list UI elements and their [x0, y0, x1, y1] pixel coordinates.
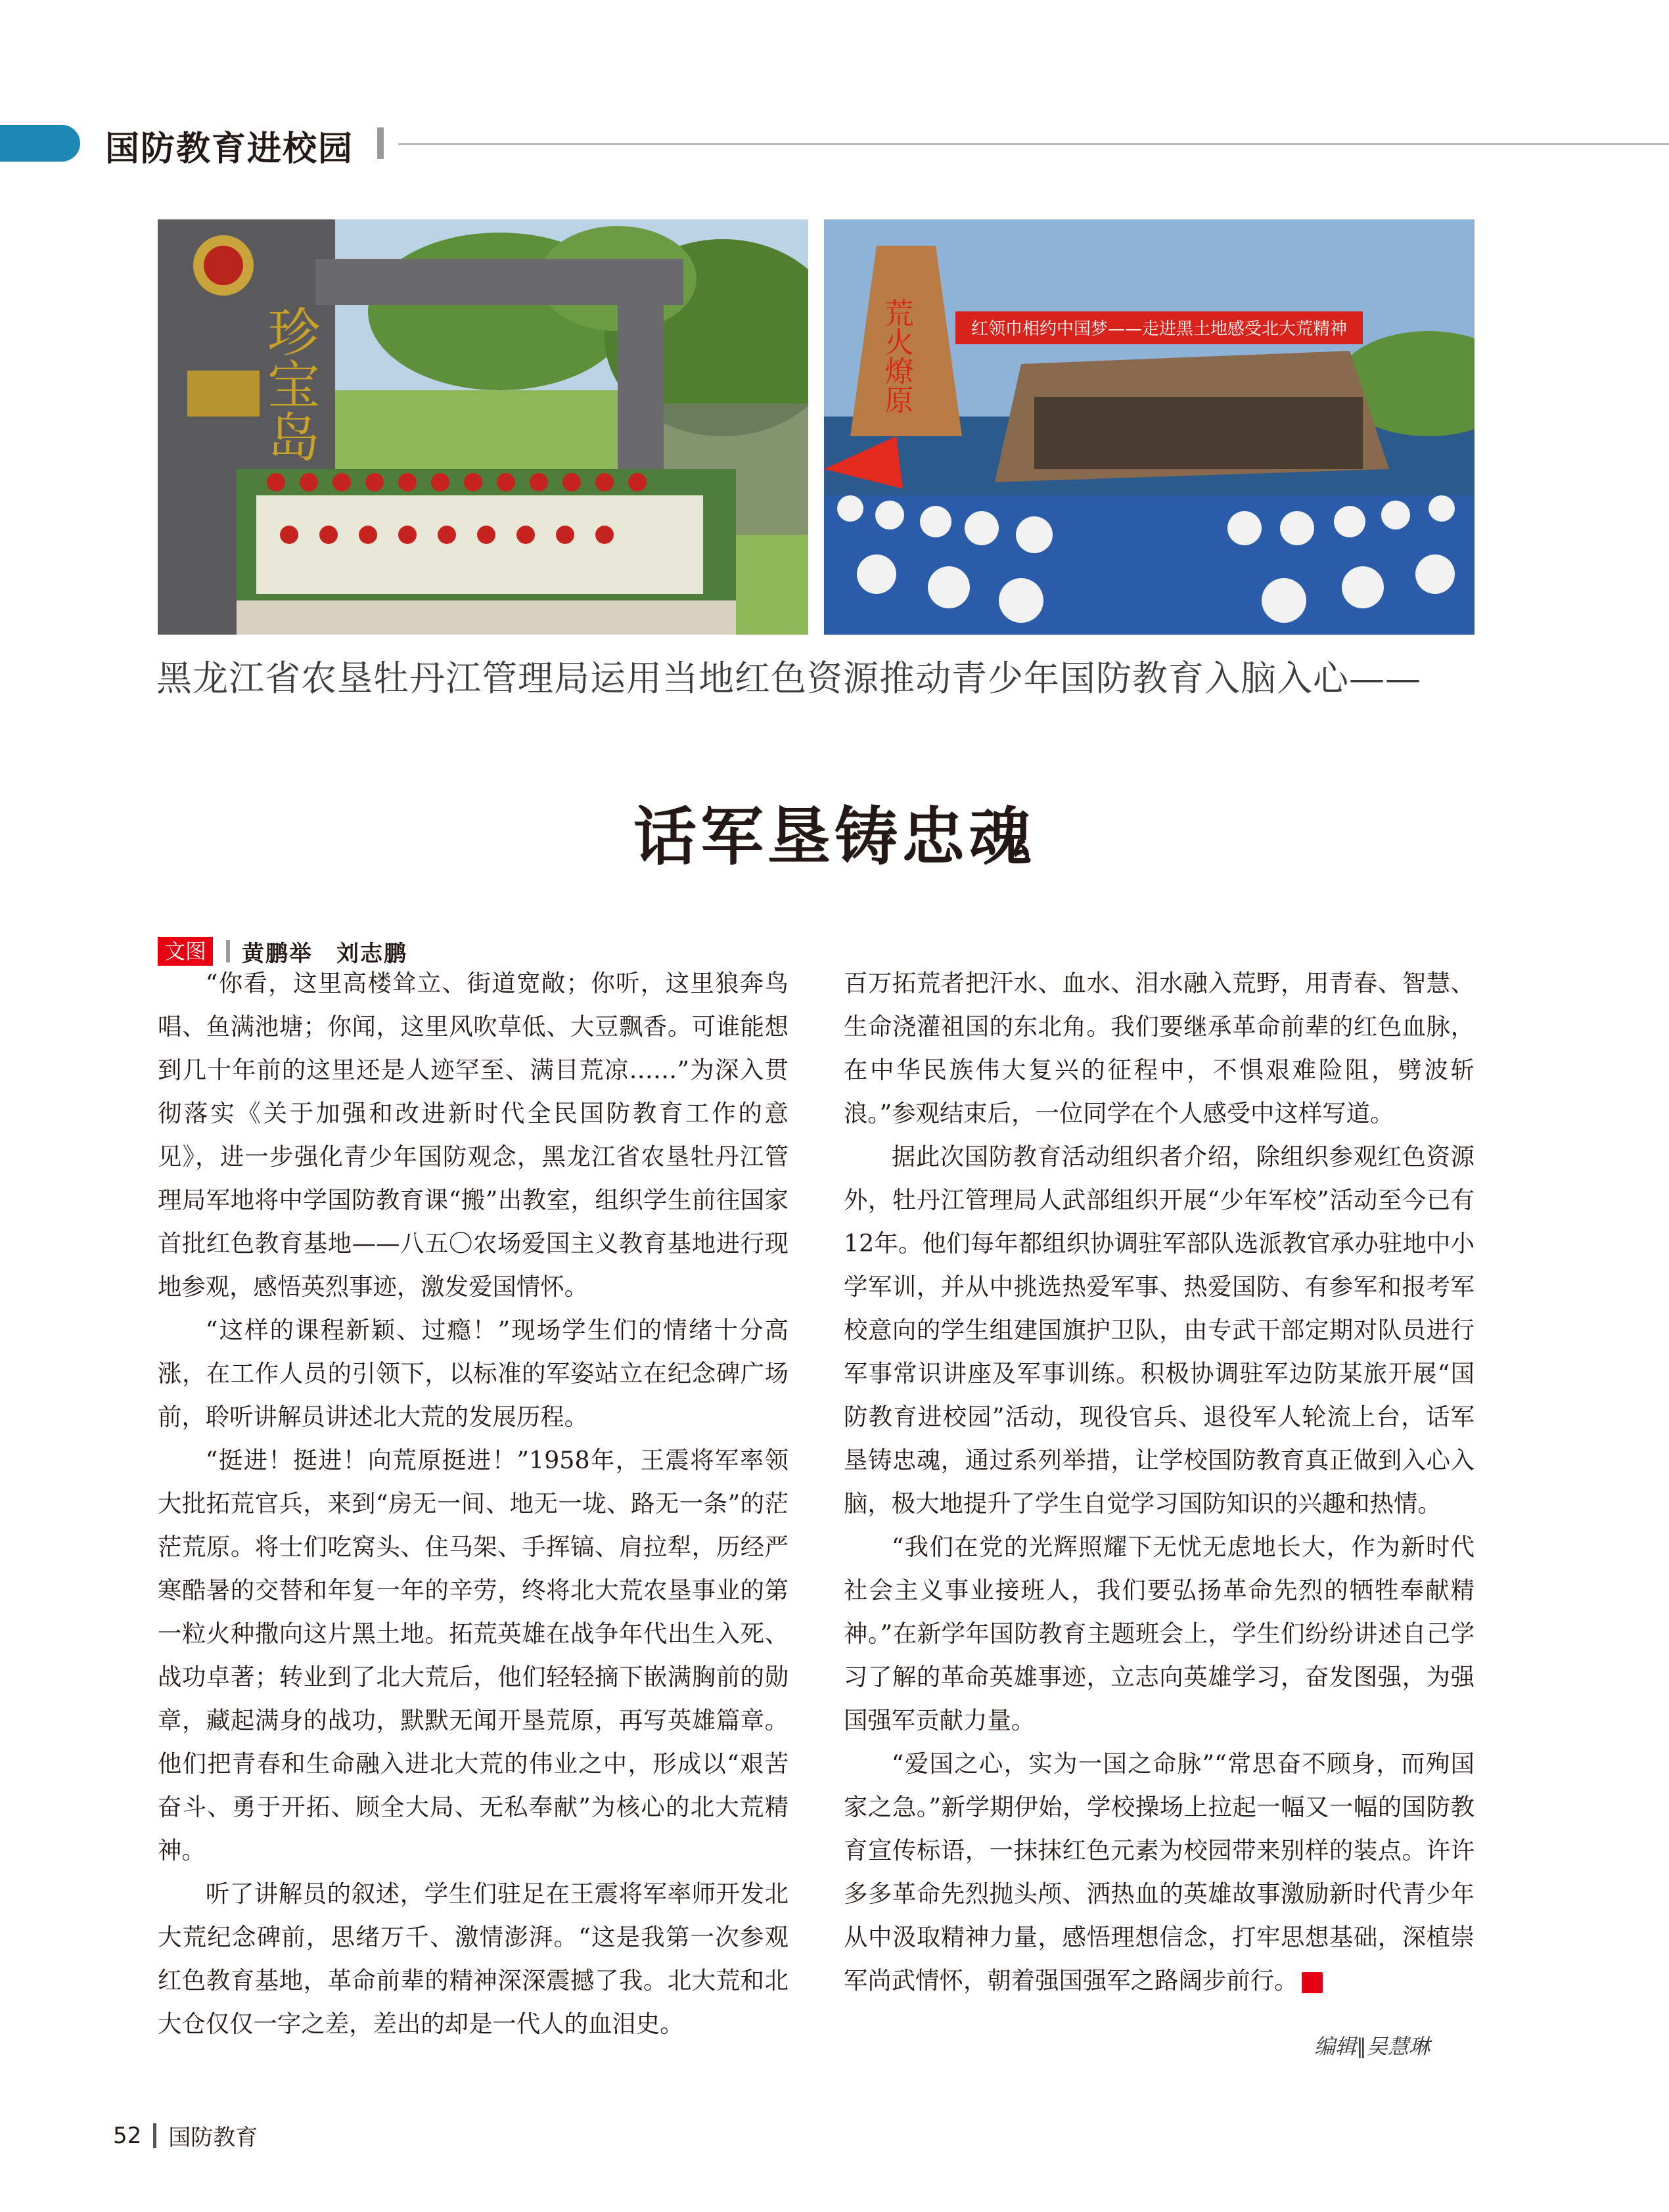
- stone-text: 珍宝岛: [258, 305, 320, 463]
- footer-divider: [153, 2123, 156, 2148]
- article-column-left: [158, 962, 789, 2046]
- section-divider-bar: [377, 127, 384, 159]
- paragraph-continued: 百万拓荒者把汗水、血水、泪水融入荒野，用青春、智慧、生命浇灌祖国的东北角。我们要继承革命前辈的红色血脉，在中华民族伟大复兴的征程中，不惧艰难险阻，劈波斩浪。”参观结束后，一位同学在个人感受中这样写道。: [844, 969, 1475, 1127]
- paragraph: “你看，这里高楼耸立、街道宽敞；你听，这里狼奔鸟唱、鱼满池塘；你闻，这里风吹草低、大豆飘香。可谁能想到几十年前的这里还是人迹罕至、满目荒凉……”为深入贯彻落实《关于加强和改进新时代全民国防教育工作的意见》，进一步强化青少年国防观念，黑龙江省农垦牡丹江管理局军地将中学国防教育课“搬”出教室，组织学生前往国家首批红色教育基地——八五〇农场爱国主义教育基地进行现地参观，感悟英烈事迹，激发爱国情怀。: [158, 969, 789, 1301]
- magazine-name: 国防教育: [168, 2125, 258, 2151]
- article-title: 话军垦铸忠魂: [633, 800, 1036, 874]
- paragraph: 听了讲解员的叙述，学生们驻足在王震将军率师开发北大荒纪念碑前，思绪万千、激情澎湃。“这是我第一次参观红色教育基地，革命前辈的精神深深震撼了我。北大荒和北大仓仅仅一字之差，差出的却是一代人的血泪史。: [158, 1880, 789, 2038]
- section-tab-marker: [0, 125, 80, 162]
- paragraph: “我们在党的光辉照耀下无忧无虑地长大，作为新时代社会主义事业接班人，我们要弘扬革命先烈的牺牲奉献精神。”在新学年国防教育主题班会上，学生们纷纷讲述自己学习了解的革命英雄事迹，立志向英雄学习，奋发图强，为强国强军贡献力量。: [844, 1533, 1475, 1734]
- monument-text: 荒火燎原: [879, 298, 913, 414]
- photo-students-monument: [158, 219, 808, 635]
- banner-text: 红领巾相约中国梦——走进黑土地感受北大荒精神: [971, 319, 1348, 339]
- end-mark-icon: G: [1302, 1972, 1323, 1993]
- article-column-right: [844, 962, 1475, 2002]
- paragraph: 据此次国防教育活动组织者介绍，除组织参观红色资源外，牡丹江管理局人武部组织开展“少年军校”活动至今已有12年。他们每年都组织协调驻军部队选派教官承办驻地中小学军训，并从中挑选热爱军事、热爱国防、有参军和报考军校意向的学生组建国旗护卫队，由专武干部定期对队员进行军事常识讲座及军事训练。积极协调驻军边防某旅开展“国防教育进校园”活动，现役官兵、退役军人轮流上台，话军垦铸忠魂，通过系列举措，让学校国防教育真正做到入心入脑，极大地提升了学生自觉学习国防知识的兴趣和热情。: [844, 1142, 1475, 1518]
- byline-authors: 黄鹏举 刘志鹏: [242, 940, 408, 967]
- paragraph: “挺进！挺进！向荒原挺进！”1958年，王震将军率领大批拓荒官兵，来到“房无一间、地无一垅、路无一条”的茫茫荒原。将士们吃窝头、住马架、手挥镐、肩拉犁，历经严寒酷暑的交替和年复一年的辛劳，终将北大荒农垦事业的第一粒火种撒向这片黑土地。拓荒英雄在战争年代出生入死、战功卓著；转业到了北大荒后，他们轻轻摘下嵌满胸前的勋章，藏起满身的战功，默默无闻开垦荒原，再写英雄篇章。他们把青春和生命融入进北大荒的伟业之中，形成以“艰苦奋斗、勇于开拓、顾全大局、无私奉献”为核心的北大荒精神。: [158, 1446, 789, 1864]
- editor-credit: 编辑∥吴慧琳: [1314, 2034, 1430, 2059]
- byline-tag: 文图: [158, 937, 213, 966]
- paragraph: “这样的课程新颖、过瘾！”现场学生们的情绪十分高涨，在工作人员的引领下，以标准的军姿站立在纪念碑广场前，聆听讲解员讲述北大荒的发展历程。: [158, 1316, 789, 1431]
- page-number: 52: [113, 2122, 142, 2149]
- page-footer: [113, 2119, 258, 2152]
- paragraph-text: “爱国之心，实为一国之命脉”“常思奋不顾身，而殉国家之急。”新学期伊始，学校操场上拉起一幅又一幅的国防教育宣传标语，一抹抹红色元素为校园带来别样的装点。许许多多革命先烈抛头颅、洒热血的英雄故事激励新时代青少年从中汲取精神力量，感悟理想信念，打牢思想基础，深植崇军尚武情怀，朝着强国强军之路阔步前行。: [844, 1749, 1475, 1995]
- header-rule: [398, 143, 1669, 145]
- article-subtitle: 黑龙江省农垦牡丹江管理局运用当地红色资源推动青少年国防教育入脑入心——: [156, 658, 1421, 699]
- byline-divider: [226, 940, 230, 962]
- photo-monument-ceremony: [824, 219, 1475, 635]
- paragraph-last: [844, 1742, 1475, 2002]
- section-label: 国防教育进校园: [105, 129, 354, 169]
